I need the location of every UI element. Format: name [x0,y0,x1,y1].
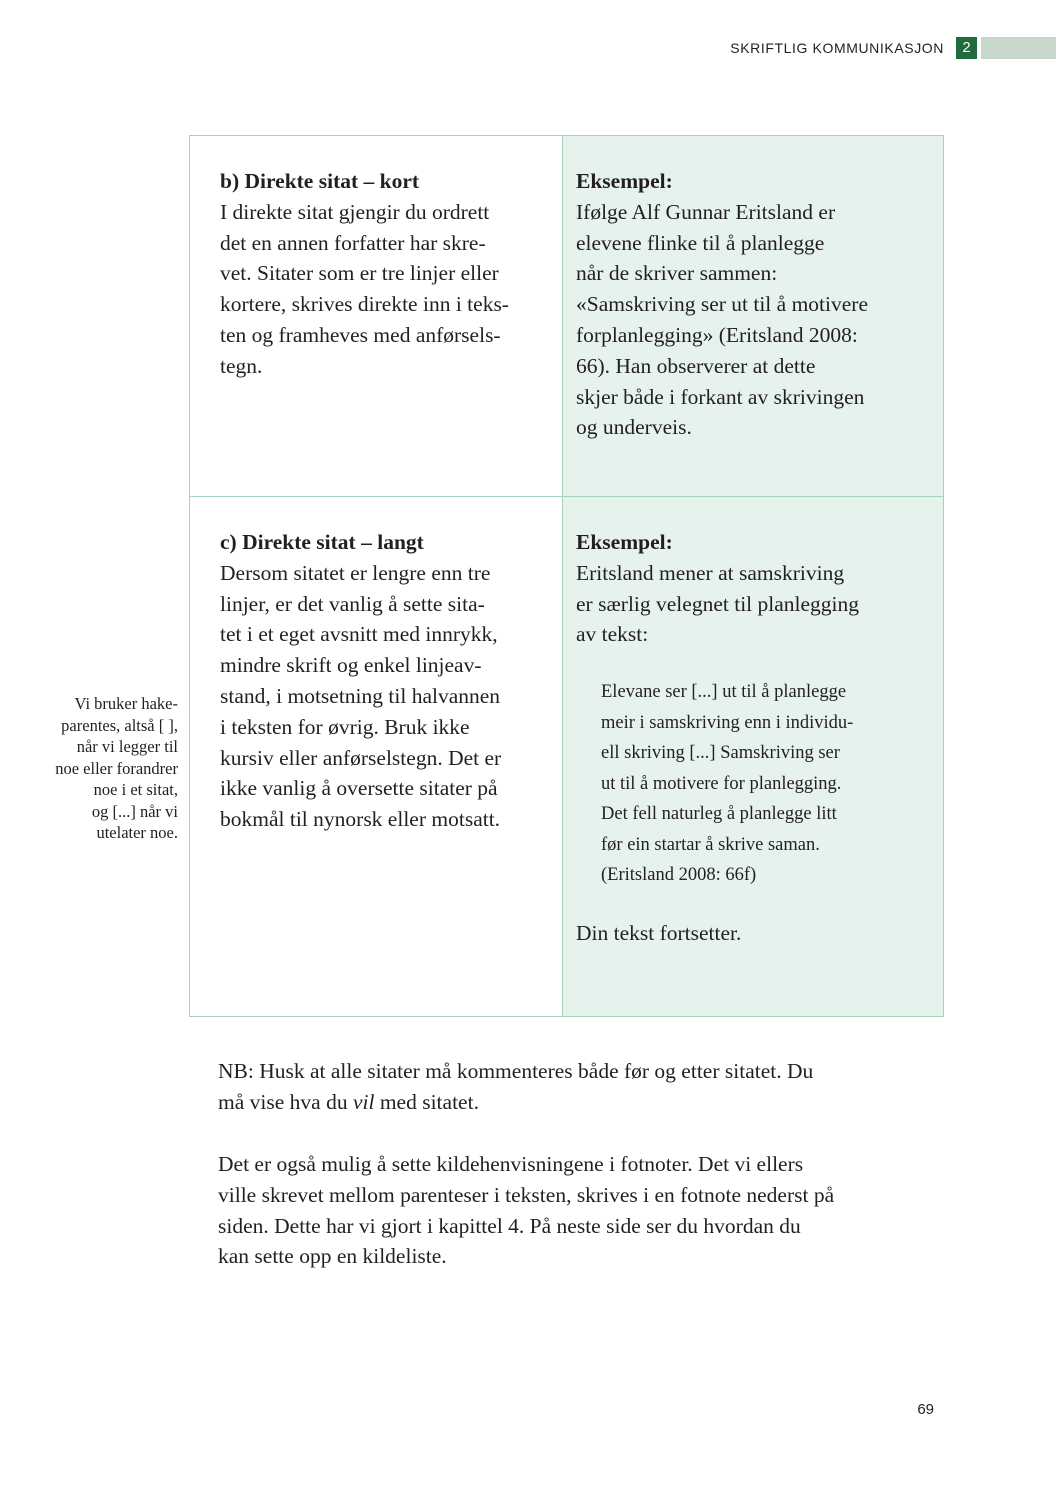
margin-note-line: utelater noe. [96,823,178,842]
text-line: Dersom sitatet er lengre enn tre [220,560,491,585]
chapter-number-badge: 2 [956,37,977,59]
quote-line: Elevane ser [...] ut til å planlegge [601,682,847,703]
text-line: ville skrevet mellom parenteser i teksten, skrives i en fotnote nederst på [218,1182,835,1207]
text-line: kursiv eller anførselstegn. Det er [220,745,502,770]
quote-line: ell skriving [...] Samskriving ser [601,743,840,764]
text-fragment: må vise hva du [218,1089,353,1114]
quote-line: meir i samskriving enn i individu- [601,712,854,733]
long-quote-example-cell [562,496,943,1016]
text-line: bokmål til nynorsk eller motsatt. [220,807,501,832]
example-heading: Eksempel: [576,169,673,193]
text-line: tet i et eget avsnitt med innrykk, [220,622,498,647]
text-line: av tekst: [576,622,649,647]
short-quote-heading: b) Direkte sitat – kort [220,169,420,193]
margin-note-line: noe i et sitat, [93,780,178,799]
text-line: linjer, er det vanlig å sette sita- [220,591,485,616]
text-line: og underveis. [576,415,692,440]
long-quote-description-cell [190,496,562,1016]
text-line: i teksten for øvrig. Bruk ikke [220,714,470,739]
text-fragment: med sitatet. [374,1089,479,1114]
text-line: elevene flinke til å planlegge [576,230,825,255]
short-quote-example-cell [562,136,943,496]
citation-examples-table [189,135,944,1017]
text-line: NB: Husk at alle sitater må kommenteres både før og etter sitatet. Du [218,1059,814,1083]
margin-note-line: og [...] når vi [91,801,178,821]
text-line: ten og framheves med anførsels- [220,322,501,347]
short-quote-description-cell [190,136,562,496]
long-quote-description [220,527,555,835]
text-line: mindre skrift og enkel linjeav- [220,653,482,678]
text-line: stand, i motsetning til halvannen [220,683,501,708]
text-line: kan sette opp en kildeliste. [218,1244,447,1269]
nb-paragraph [218,1056,938,1118]
margin-note-line: Vi bruker hake- [74,694,178,713]
text-line: Det er også mulig å sette kildehenvisningene i fotnoter. Det vi ellers [218,1152,804,1176]
page-number: 69 [917,1401,934,1418]
quote-line: (Eritsland 2008: 66f) [601,865,757,886]
quote-line: før ein startar å skrive saman. [601,834,820,855]
quote-line: ut til å motivere for planlegging. [601,773,842,794]
short-quote-example [576,166,926,443]
short-quote-description [220,166,555,382]
text-line: vet. Sitater som er tre linjer eller [220,261,499,286]
text-line: Eritsland mener at samskriving [576,560,845,585]
long-quote-heading: c) Direkte sitat – langt [220,530,424,554]
example-heading: Eksempel: [576,530,673,554]
text-line: kortere, skrives direkte inn i teks- [220,292,509,317]
continuation-text: Din tekst fortsetter. [576,920,742,945]
text-line [218,1087,938,1118]
chapter-color-bar [981,37,1056,59]
text-line: siden. Dette har vi gjort i kapittel 4. På neste side ser du hvordan du [218,1213,801,1238]
text-line: ikke vanlig å oversette sitater på [220,776,498,801]
margin-note-line: parentes, altså [ ], [61,715,178,735]
text-line: er særlig velegnet til planlegging [576,591,860,616]
text-line: tegn. [220,353,263,378]
italic-emphasis: vil [352,1089,375,1114]
footnote-paragraph [218,1149,938,1272]
text-line: skjer både i forkant av skrivingen [576,384,865,409]
indented-block-quote [601,677,926,891]
running-header-title: SKRIFTLIG KOMMUNIKASJON [730,40,944,56]
margin-note-line: noe eller forandrer [55,758,178,778]
text-line: forplanlegging» (Eritsland 2008: [576,322,858,347]
text-line: I direkte sitat gjengir du ordrett [220,199,490,224]
text-line: Ifølge Alf Gunnar Eritsland er [576,199,836,224]
margin-note-line: når vi legger til [76,737,178,756]
text-line: 66). Han observerer at dette [576,353,816,378]
long-quote-example [576,527,926,948]
quote-line: Det fell naturleg å planlegge litt [601,804,837,825]
margin-note [20,693,178,844]
text-line: det en annen forfatter har skre- [220,230,486,255]
text-line: «Samskriving ser ut til å motivere [576,292,868,317]
text-line: når de skriver sammen: [576,261,778,286]
